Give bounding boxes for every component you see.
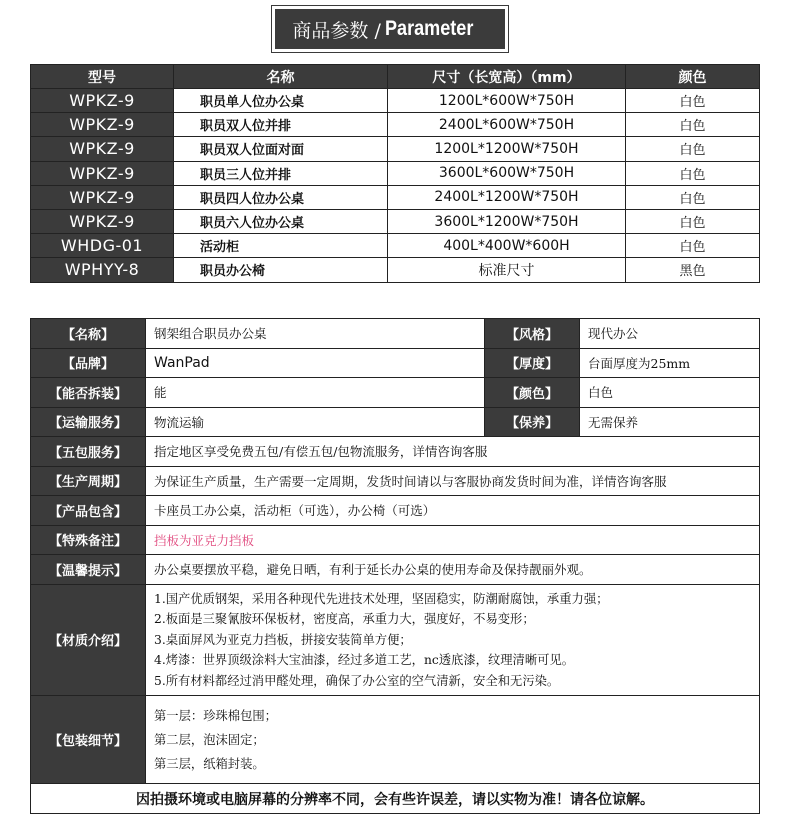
cell-model: WHDG-01 xyxy=(31,234,174,258)
material-line: 5.所有材料都经过消甲醛处理，确保了办公室的空气清新，安全和无污染。 xyxy=(154,673,560,688)
cell-name: 职员双人位面对面 xyxy=(174,137,388,161)
detail-row-packing xyxy=(31,696,760,784)
cell-name: 职员单人位办公桌 xyxy=(174,89,388,113)
cell-color: 白色 xyxy=(626,89,760,113)
label-shipping: 【运输服务】 xyxy=(31,407,146,437)
value-brand: WanPad xyxy=(146,348,485,378)
value-material xyxy=(146,584,760,696)
cell-name: 职员双人位并排 xyxy=(174,113,388,137)
parameter-title-frame xyxy=(271,5,509,53)
cell-model: WPKZ-9 xyxy=(31,161,174,185)
detail-row-disassemble xyxy=(31,378,760,408)
label-includes: 【产品包含】 xyxy=(31,496,146,526)
cell-size: 2400L*600W*750H xyxy=(388,113,626,137)
table-row xyxy=(31,113,760,137)
value-color: 白色 xyxy=(580,378,760,408)
cell-model: WPKZ-9 xyxy=(31,113,174,137)
detail-row-cycle xyxy=(31,466,760,496)
cell-color: 白色 xyxy=(626,161,760,185)
parameter-table-header xyxy=(31,65,760,89)
label-thickness: 【厚度】 xyxy=(485,348,580,378)
header-name: 名称 xyxy=(174,65,388,89)
table-row xyxy=(31,209,760,233)
cell-color: 白色 xyxy=(626,209,760,233)
label-name: 【名称】 xyxy=(31,319,146,349)
value-name: 钢架组合职员办公桌 xyxy=(146,319,485,349)
header-size: 尺寸（长宽高）（mm） xyxy=(388,65,626,89)
cell-size: 3600L*1200W*750H xyxy=(388,209,626,233)
label-style: 【风格】 xyxy=(485,319,580,349)
cell-size: 1200L*1200W*750H xyxy=(388,137,626,161)
value-shipping: 物流运输 xyxy=(146,407,485,437)
table-row xyxy=(31,185,760,209)
value-cycle: 为保证生产质量，生产需要一定周期，发货时间请以与客服协商发货时间为准，详情咨询客服 xyxy=(146,466,760,496)
cell-name: 职员办公椅 xyxy=(174,258,388,282)
detail-row-notice xyxy=(31,784,760,814)
material-line: 4.烤漆：世界顶级涂料大宝油漆，经过多道工艺，nc透底漆，纹理清晰可见。 xyxy=(154,653,575,667)
cell-color: 白色 xyxy=(626,185,760,209)
table-row xyxy=(31,234,760,258)
label-maintenance: 【保养】 xyxy=(485,407,580,437)
packing-line: 第二层，泡沫固定； xyxy=(154,732,265,747)
cell-size: 2400L*1200W*750H xyxy=(388,185,626,209)
table-row xyxy=(31,258,760,282)
detail-row-includes xyxy=(31,496,760,526)
table-row xyxy=(31,89,760,113)
parameter-table xyxy=(30,64,760,283)
header-model: 型号 xyxy=(31,65,174,89)
cell-color: 白色 xyxy=(626,137,760,161)
cell-color: 白色 xyxy=(626,113,760,137)
title-chinese: 商品参数 / xyxy=(292,19,381,42)
label-disassemble: 【能否拆装】 xyxy=(31,378,146,408)
cell-model: WPHYY-8 xyxy=(31,258,174,282)
title-english: Parameter xyxy=(384,17,474,40)
cell-color: 黑色 xyxy=(626,258,760,282)
detail-row-remark xyxy=(31,525,760,555)
label-cycle: 【生产周期】 xyxy=(31,466,146,496)
label-material: 【材质介绍】 xyxy=(31,584,146,696)
value-includes: 卡座员工办公桌，活动柜（可选），办公椅（可选） xyxy=(146,496,760,526)
product-detail-table xyxy=(30,318,760,814)
value-packing xyxy=(146,696,760,784)
value-service: 指定地区享受免费五包/有偿五包/包物流服务，详情咨询客服 xyxy=(146,437,760,467)
detail-row-service xyxy=(31,437,760,467)
detail-row-tip xyxy=(31,555,760,585)
detail-row-brand xyxy=(31,348,760,378)
cell-model: WPKZ-9 xyxy=(31,209,174,233)
notice-text: 因拍摄环境或电脑屏幕的分辨率不同，会有些许误差，请以实物为准！请各位谅解。 xyxy=(31,784,760,814)
label-remark: 【特殊备注】 xyxy=(31,525,146,555)
detail-row-name xyxy=(31,319,760,349)
cell-name: 职员六人位办公桌 xyxy=(174,209,388,233)
table-row xyxy=(31,161,760,185)
label-brand: 【品牌】 xyxy=(31,348,146,378)
cell-model: WPKZ-9 xyxy=(31,185,174,209)
detail-row-material xyxy=(31,584,760,696)
label-service: 【五包服务】 xyxy=(31,437,146,467)
cell-size: 标准尺寸 xyxy=(388,258,626,282)
packing-line: 第三层，纸箱封装。 xyxy=(154,756,265,771)
cell-model: WPKZ-9 xyxy=(31,89,174,113)
material-line: 1.国产优质钢架，采用各种现代先进技术处理，坚固稳实，防潮耐腐蚀，承重力强； xyxy=(154,591,609,606)
table-row xyxy=(31,137,760,161)
material-line: 2.板面是三聚氰胺环保板材，密度高，承重力大，强度好，不易变形； xyxy=(154,612,535,626)
header-color: 颜色 xyxy=(626,65,760,89)
value-disassemble: 能 xyxy=(146,378,485,408)
material-line: 3.桌面屏风为亚克力挡板，拼接安装简单方便； xyxy=(154,632,412,647)
cell-name: 职员四人位办公桌 xyxy=(174,185,388,209)
value-thickness: 台面厚度为25mm xyxy=(580,348,760,378)
label-color: 【颜色】 xyxy=(485,378,580,408)
value-maintenance: 无需保养 xyxy=(580,407,760,437)
value-tip: 办公桌要摆放平稳，避免日晒，有利于延长办公桌的使用寿命及保持靓丽外观。 xyxy=(146,555,760,585)
packing-line: 第一层：珍珠棉包围； xyxy=(154,708,277,723)
detail-row-shipping xyxy=(31,407,760,437)
label-packing: 【包装细节】 xyxy=(31,696,146,784)
cell-color: 白色 xyxy=(626,234,760,258)
parameter-title xyxy=(275,9,505,49)
cell-name: 活动柜 xyxy=(174,234,388,258)
cell-size: 400L*400W*600H xyxy=(388,234,626,258)
cell-model: WPKZ-9 xyxy=(31,137,174,161)
cell-name: 职员三人位并排 xyxy=(174,161,388,185)
value-style: 现代办公 xyxy=(580,319,760,349)
value-remark: 挡板为亚克力挡板 xyxy=(146,525,760,555)
cell-size: 3600L*600W*750H xyxy=(388,161,626,185)
label-tip: 【温馨提示】 xyxy=(31,555,146,585)
cell-size: 1200L*600W*750H xyxy=(388,89,626,113)
